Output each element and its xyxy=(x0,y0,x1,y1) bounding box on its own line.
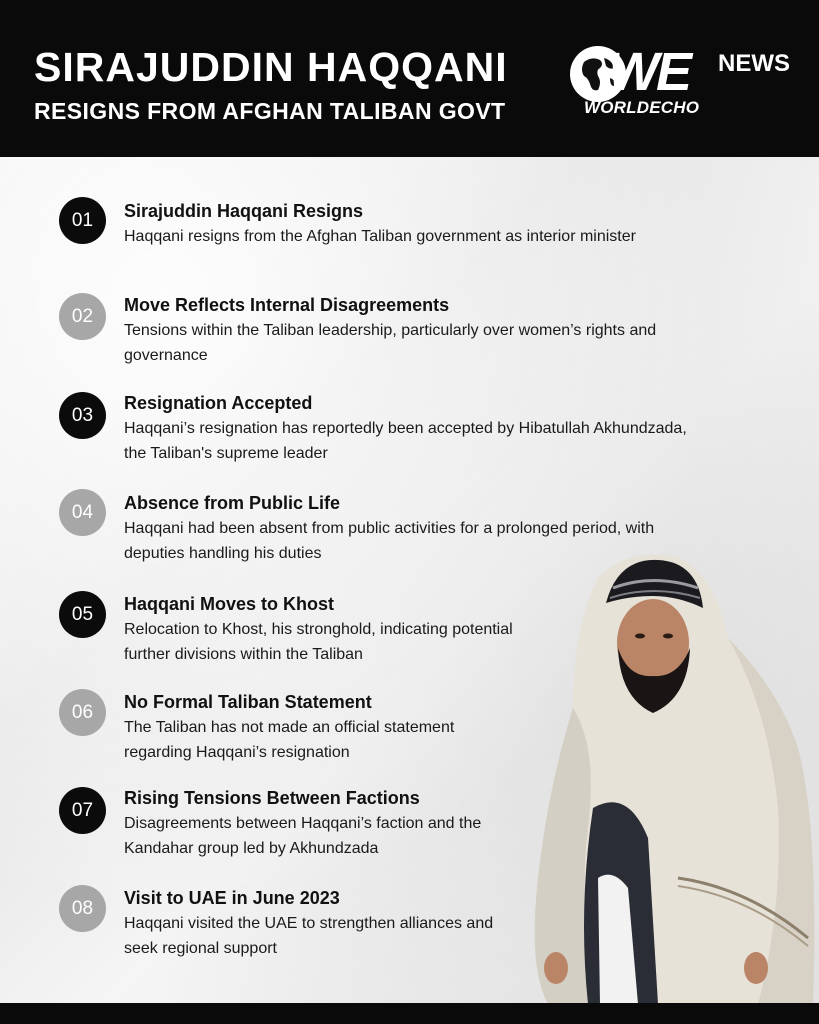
logo-news-text: NEWS xyxy=(718,50,790,77)
page-title: SIRAJUDDIN HAQQANI xyxy=(34,44,508,90)
item-description: The Taliban has not made an official statement regarding Haqqani’s resignation xyxy=(124,719,455,761)
item-description: Haqqani visited the UAE to strengthen alliances and seek regional support xyxy=(124,915,494,957)
item-title: Absence from Public Life xyxy=(124,493,341,513)
footer-bar xyxy=(0,1003,819,1024)
item-description: Disagreements between Haqqani’s faction and the Kandahar group led by Akhundzada xyxy=(124,815,482,857)
item-title: Rising Tensions Between Factions xyxy=(124,788,420,808)
item-title: Move Reflects Internal Disagreements xyxy=(124,295,450,315)
item-number-badge: 05 xyxy=(59,591,106,638)
item-title: Resignation Accepted xyxy=(124,393,313,413)
item-description: Haqqani had been absent from public activities for a prolonged period, with deputies handling his duties xyxy=(124,520,655,562)
item-number-badge: 06 xyxy=(59,689,106,736)
item-title: Visit to UAE in June 2023 xyxy=(124,888,340,908)
logo-brand-text: WORLDECHO xyxy=(584,98,700,117)
item-number-badge: 08 xyxy=(59,885,106,932)
item-number-badge: 03 xyxy=(59,392,106,439)
item-number-badge: 02 xyxy=(59,293,106,340)
item-description: Relocation to Khost, his stronghold, indicating potential further divisions within the Taliban xyxy=(124,621,513,663)
item-title: Haqqani Moves to Khost xyxy=(124,594,335,614)
item-number-badge: 01 xyxy=(59,197,106,244)
item-title: Sirajuddin Haqqani Resigns xyxy=(124,201,364,221)
header-banner xyxy=(0,0,819,157)
item-number-badge: 07 xyxy=(59,787,106,834)
item-description: Tensions within the Taliban leadership, particularly over women’s rights and governance xyxy=(124,322,657,364)
item-number-badge: 04 xyxy=(59,489,106,536)
page-subtitle: RESIGNS FROM AFGHAN TALIBAN GOVT xyxy=(34,98,506,124)
item-description: Haqqani’s resignation has reportedly been accepted by Hibatullah Akhundzada, the Taliban's supreme leader xyxy=(124,420,687,462)
logo-we-text: WE xyxy=(608,42,689,102)
portrait-photo xyxy=(528,548,819,1004)
item-title: No Formal Taliban Statement xyxy=(124,692,372,712)
item-description: Haqqani resigns from the Afghan Taliban government as interior minister xyxy=(124,228,636,245)
worldecho-logo xyxy=(570,42,800,122)
